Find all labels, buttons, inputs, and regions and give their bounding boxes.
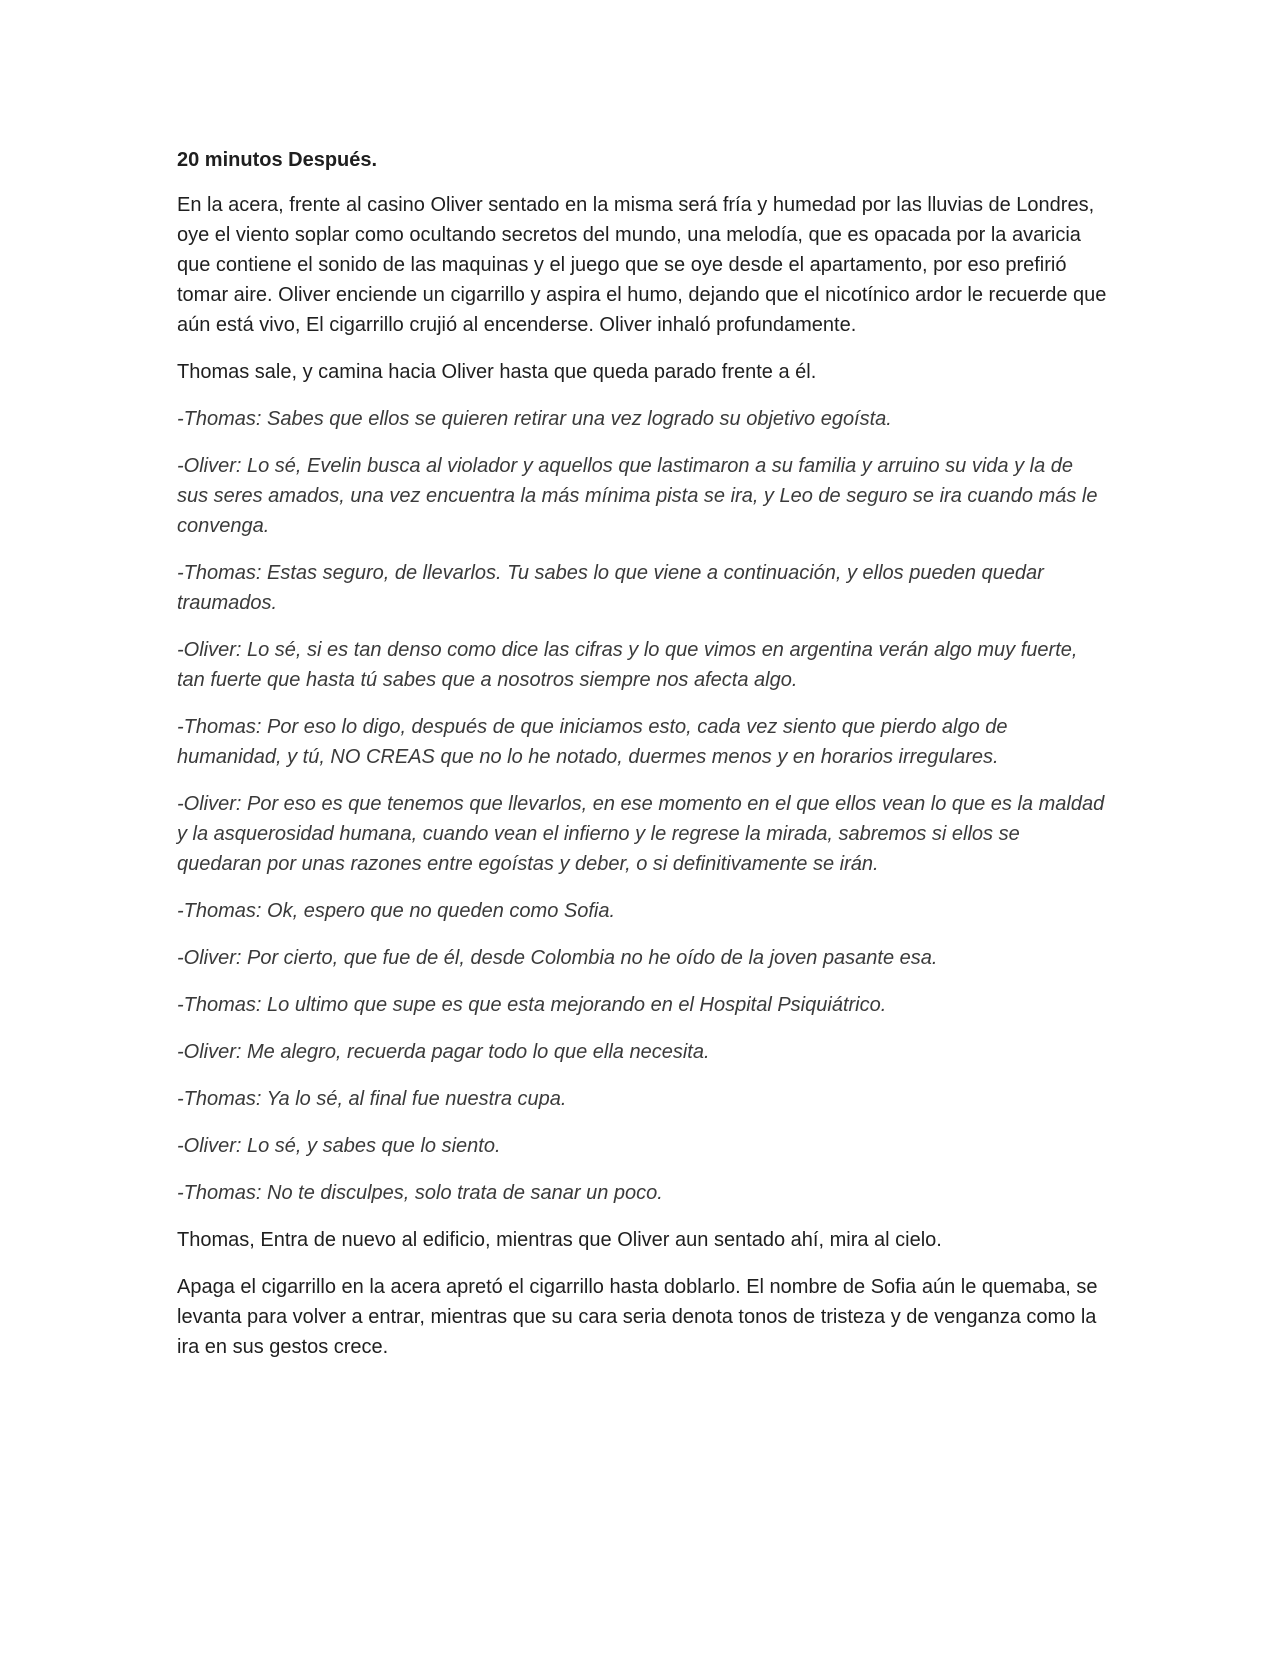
dialogue-line: -Oliver: Me alegro, recuerda pagar todo lo que ella necesita. [177,1041,710,1063]
dialogue-line: -Oliver: Por eso es que tenemos que llevarlos, en ese momento en el que ellos vean lo que es la maldad y la asquerosidad humana, cuando vean el infierno y le regrese la mirada, sabremos si ellos se quedaran por unas razones entre egoístas y deber, o si definitivamente se irán. [177,793,1105,875]
dialogue-line: -Oliver: Lo sé, y sabes que lo siento. [177,1135,501,1157]
dialogue-line: -Thomas: Ok, espero que no queden como Sofia. [177,900,616,922]
dialogue-line: -Oliver: Lo sé, Evelin busca al violador y aquellos que lastimaron a su familia y arruino su vida y la de sus seres amados, una vez encuentra la más mínima pista se ira, y Leo de seguro se ira cuando más le convenga. [177,455,1098,537]
paragraph-narrative: Apaga el cigarrillo en la acera apretó el cigarrillo hasta doblarlo. El nombre de Sofia aún le quemaba, se levanta para volver a entrar, mientras que su cara seria denota tonos de tristeza y de venganza como la ira en sus gestos crece. [177,1276,1098,1358]
dialogue-line: -Thomas: Lo ultimo que supe es que esta mejorando en el Hospital Psiquiátrico. [177,994,887,1016]
paragraph-narrative: Thomas sale, y camina hacia Oliver hasta que queda parado frente a él. [177,361,817,383]
section-heading: 20 minutos Después. [177,149,378,171]
dialogue-line: -Thomas: Ya lo sé, al final fue nuestra cupa. [177,1088,567,1110]
dialogue-line: -Thomas: Sabes que ellos se quieren retirar una vez logrado su objetivo egoísta. [177,408,892,430]
dialogue-line: -Thomas: Por eso lo digo, después de que iniciamos esto, cada vez siento que pierdo algo de humanidad, y tú, NO CREAS que no lo he notado, duermes menos y en horarios irregulares. [177,716,1008,768]
document-page [177,145,1107,1379]
dialogue-line: -Oliver: Por cierto, que fue de él, desde Colombia no he oído de la joven pasante esa. [177,947,938,969]
dialogue-line: -Oliver: Lo sé, si es tan denso como dice las cifras y lo que vimos en argentina verán algo muy fuerte, tan fuerte que hasta tú sabes que a nosotros siempre nos afecta algo. [177,639,1078,691]
paragraph-narrative: Thomas, Entra de nuevo al edificio, mientras que Oliver aun sentado ahí, mira al cielo. [177,1229,942,1251]
paragraph-narrative: En la acera, frente al casino Oliver sentado en la misma será fría y humedad por las lluvias de Londres, oye el viento soplar como ocultando secretos del mundo, una melodía, que es opacada por la avaricia que contiene el sonido de las maquinas y el juego que se oye desde el apartamento, por eso prefirió tomar aire. Oliver enciende un cigarrillo y aspira el humo, dejando que el nicotínico ardor le recuerde que aún está vivo, El cigarrillo crujió al encenderse. Oliver inhaló profundamente. [177,194,1107,336]
dialogue-line: -Thomas: Estas seguro, de llevarlos. Tu sabes lo que viene a continuación, y ellos pueden quedar traumados. [177,562,1044,614]
dialogue-line: -Thomas: No te disculpes, solo trata de sanar un poco. [177,1182,663,1204]
